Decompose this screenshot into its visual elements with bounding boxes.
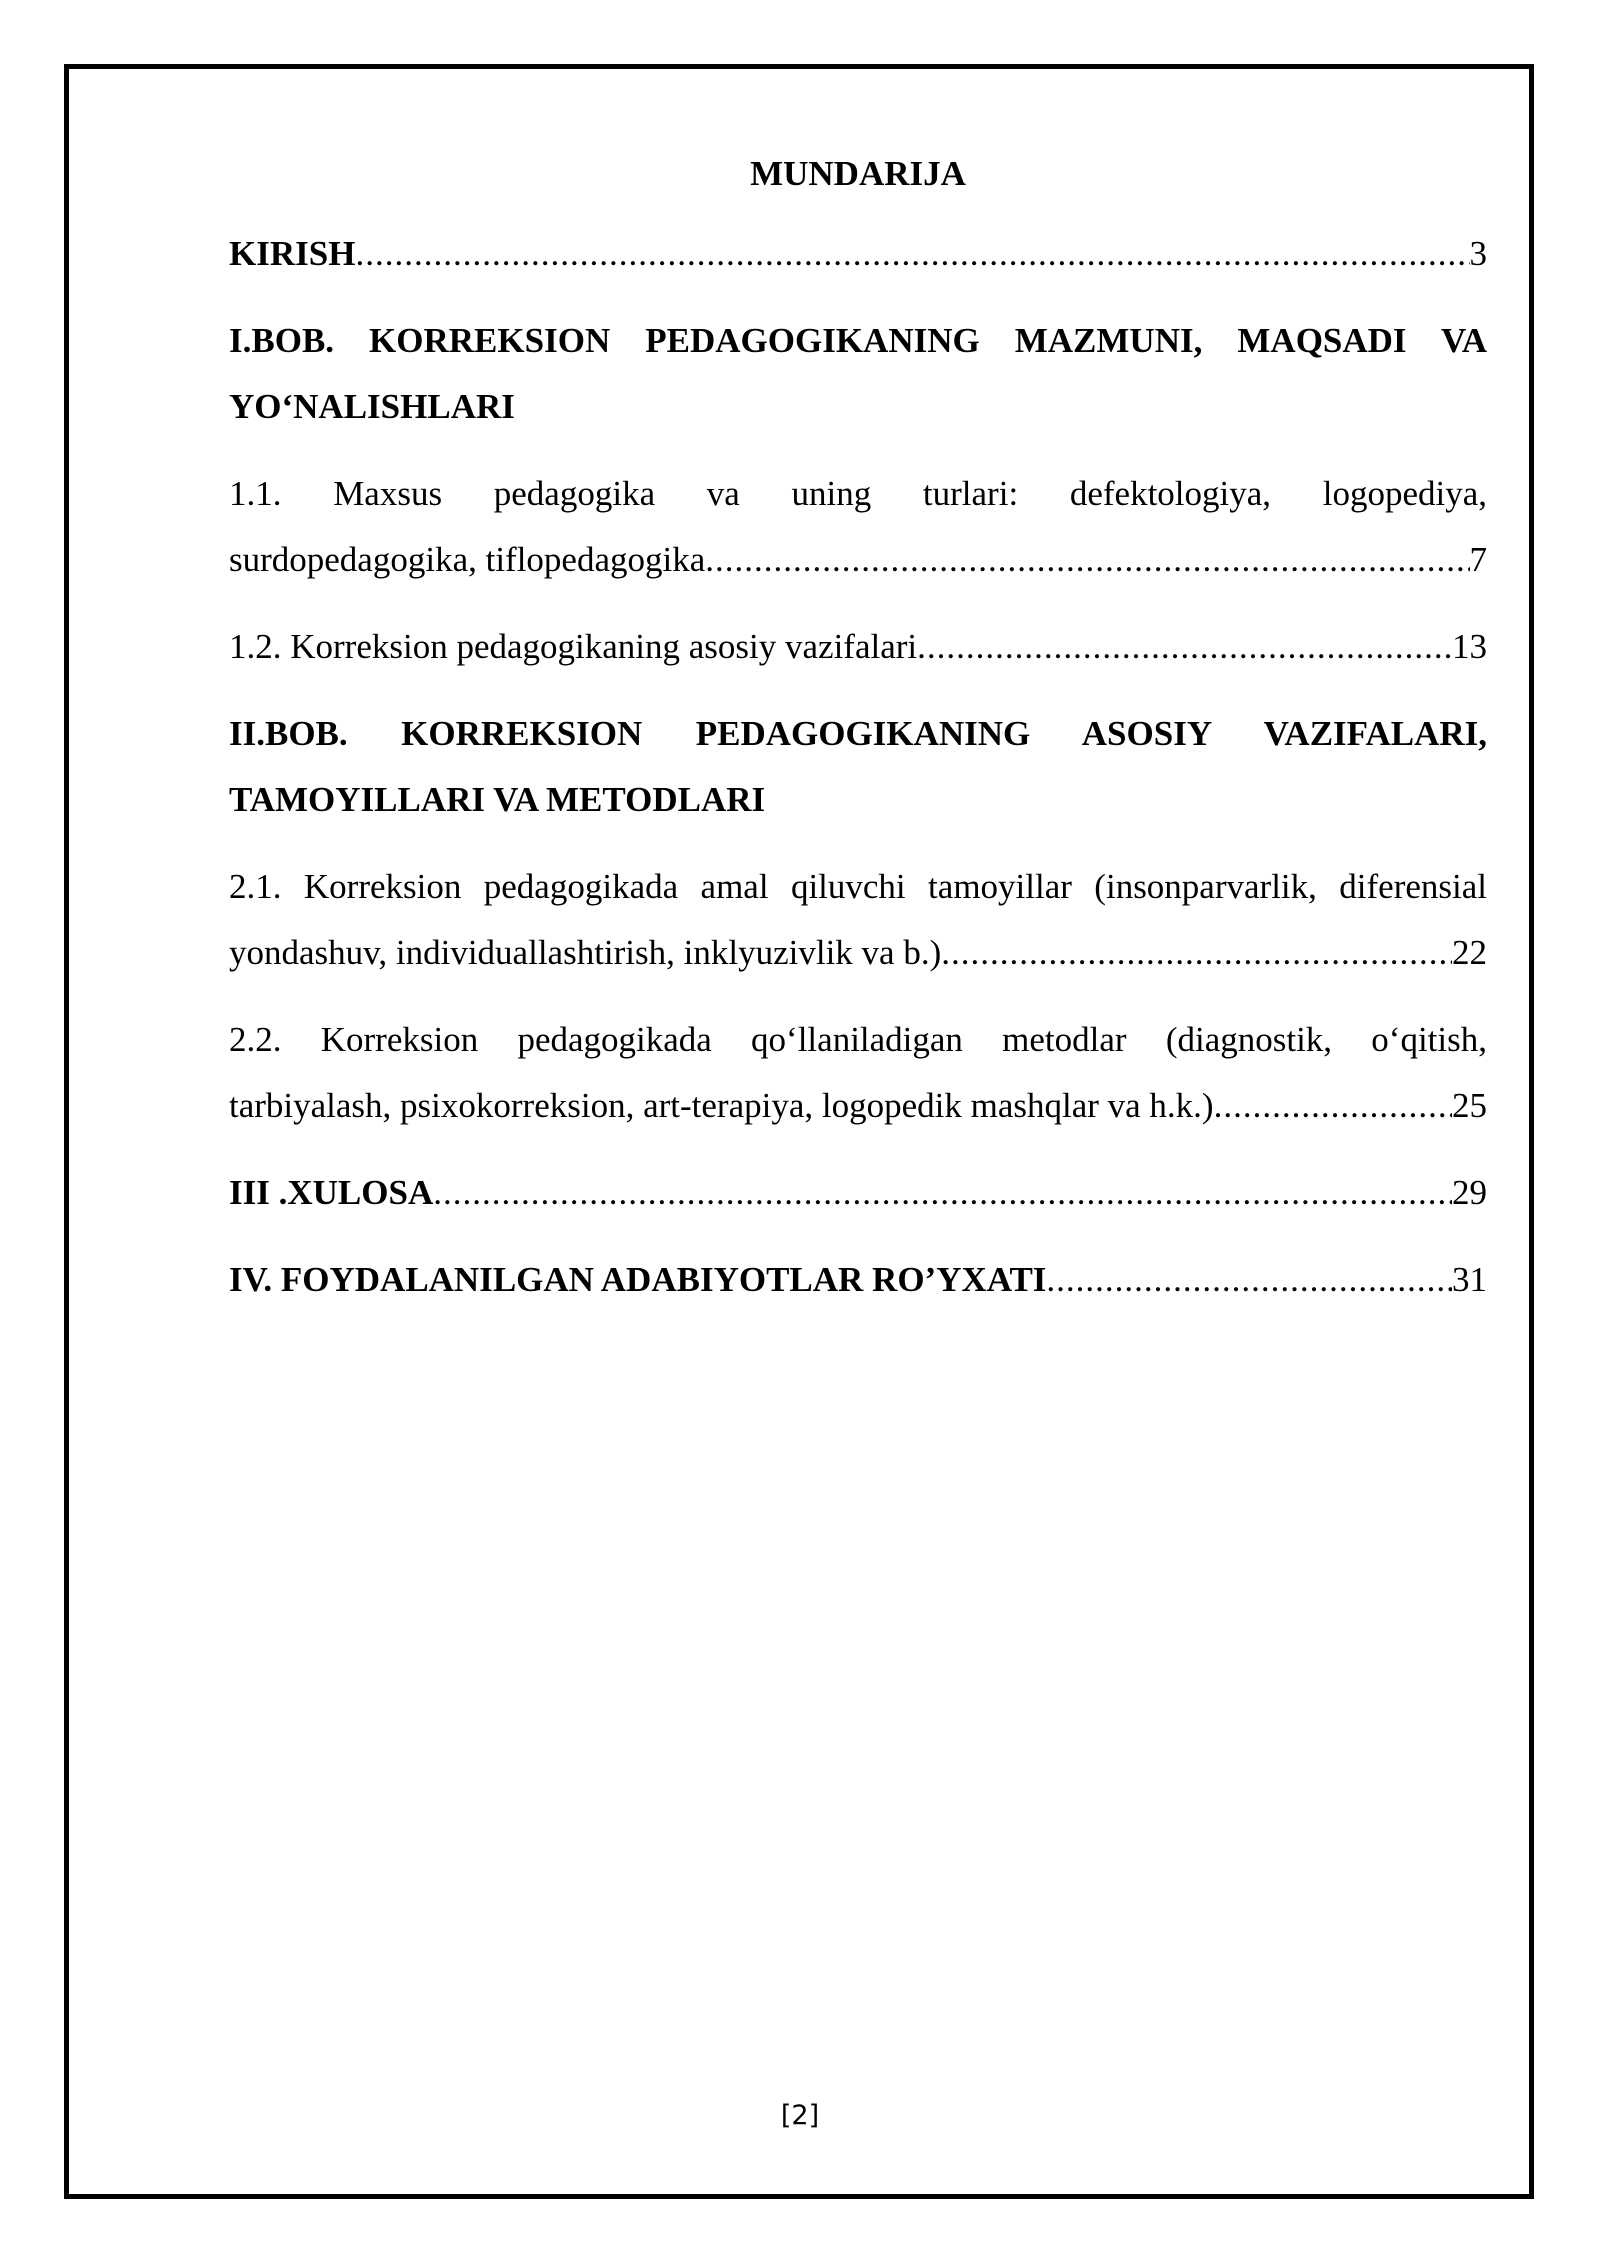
toc-leader-dots xyxy=(705,527,1469,593)
toc-entry-last-line xyxy=(229,920,1487,986)
toc-page-number: 31 xyxy=(1452,1260,1487,1299)
toc-page-number: 13 xyxy=(1452,627,1487,666)
toc-leader-dots xyxy=(1046,1247,1452,1313)
toc-entry xyxy=(229,461,1487,593)
toc-entry-line: 1.1. Maxsus pedagogika va uning turlari: defektologiya, logopediya, xyxy=(229,474,1487,513)
toc-entry-line: II.BOB. KORREKSION PEDAGOGIKANING ASOSIY VAZIFALARI, xyxy=(229,714,1487,753)
toc-leader-dots xyxy=(1214,1073,1452,1139)
toc-leader-dots xyxy=(355,221,1469,287)
toc-entry-last-line xyxy=(229,1073,1487,1139)
toc-entries xyxy=(229,221,1487,1313)
page-number: [2] xyxy=(780,2100,820,2131)
toc-entry-last-line xyxy=(229,1160,1487,1226)
toc-page-number: 29 xyxy=(1452,1173,1487,1212)
toc-entry xyxy=(229,1247,1487,1313)
toc-leader-dots xyxy=(941,920,1452,986)
toc-entry xyxy=(229,308,1487,440)
toc-entry xyxy=(229,701,1487,833)
toc-entry xyxy=(229,221,1487,287)
toc-page-number: 25 xyxy=(1452,1086,1487,1125)
table-of-contents xyxy=(229,148,1487,1334)
toc-entry-text: III .XULOSA xyxy=(229,1173,434,1212)
toc-entry-text: KIRISH xyxy=(229,234,356,273)
toc-leader-dots xyxy=(917,614,1452,680)
toc-entry-last-line xyxy=(229,1247,1487,1313)
toc-entry-text: 1.2. Korreksion pedagogikaning asosiy vazifalari xyxy=(229,627,918,666)
toc-entry-last-line xyxy=(229,221,1487,287)
toc-entry-text: TAMOYILLARI VA METODLARI xyxy=(229,780,766,819)
toc-entry-text: yondashuv, individuallashtirish, inklyuzivlik va b.) xyxy=(229,933,942,972)
toc-entry-line: I.BOB. KORREKSION PEDAGOGIKANING MAZMUNI, MAQSADI VA xyxy=(229,321,1487,360)
toc-entry xyxy=(229,854,1487,986)
toc-entry-text: surdopedagogika, tiflopedagogika xyxy=(229,540,706,579)
toc-entry-last-line xyxy=(229,527,1487,593)
toc-title: MUNDARIJA xyxy=(750,154,966,193)
toc-leader-dots xyxy=(433,1160,1452,1226)
toc-entry-text: tarbiyalash, psixokorreksion, art-terapiya, logopedik mashqlar va h.k.) xyxy=(229,1086,1214,1125)
toc-page-number: 22 xyxy=(1452,933,1487,972)
toc-entry-text: YO‘NALISHLARI xyxy=(229,387,515,426)
toc-entry xyxy=(229,614,1487,680)
toc-entry-line: 2.2. Korreksion pedagogikada qo‘llaniladigan metodlar (diagnostik, o‘qitish, xyxy=(229,1020,1487,1059)
toc-entry-last-line xyxy=(229,614,1487,680)
toc-entry-text: IV. FOYDALANILGAN ADABIYOTLAR RO’YXATI xyxy=(229,1260,1047,1299)
toc-entry xyxy=(229,1007,1487,1139)
toc-entry xyxy=(229,1160,1487,1226)
toc-entry-line: 2.1. Korreksion pedagogikada amal qiluvchi tamoyillar (insonparvarlik, diferensial xyxy=(229,867,1487,906)
toc-page-number: 7 xyxy=(1469,540,1487,579)
toc-page-number: 3 xyxy=(1469,234,1487,273)
